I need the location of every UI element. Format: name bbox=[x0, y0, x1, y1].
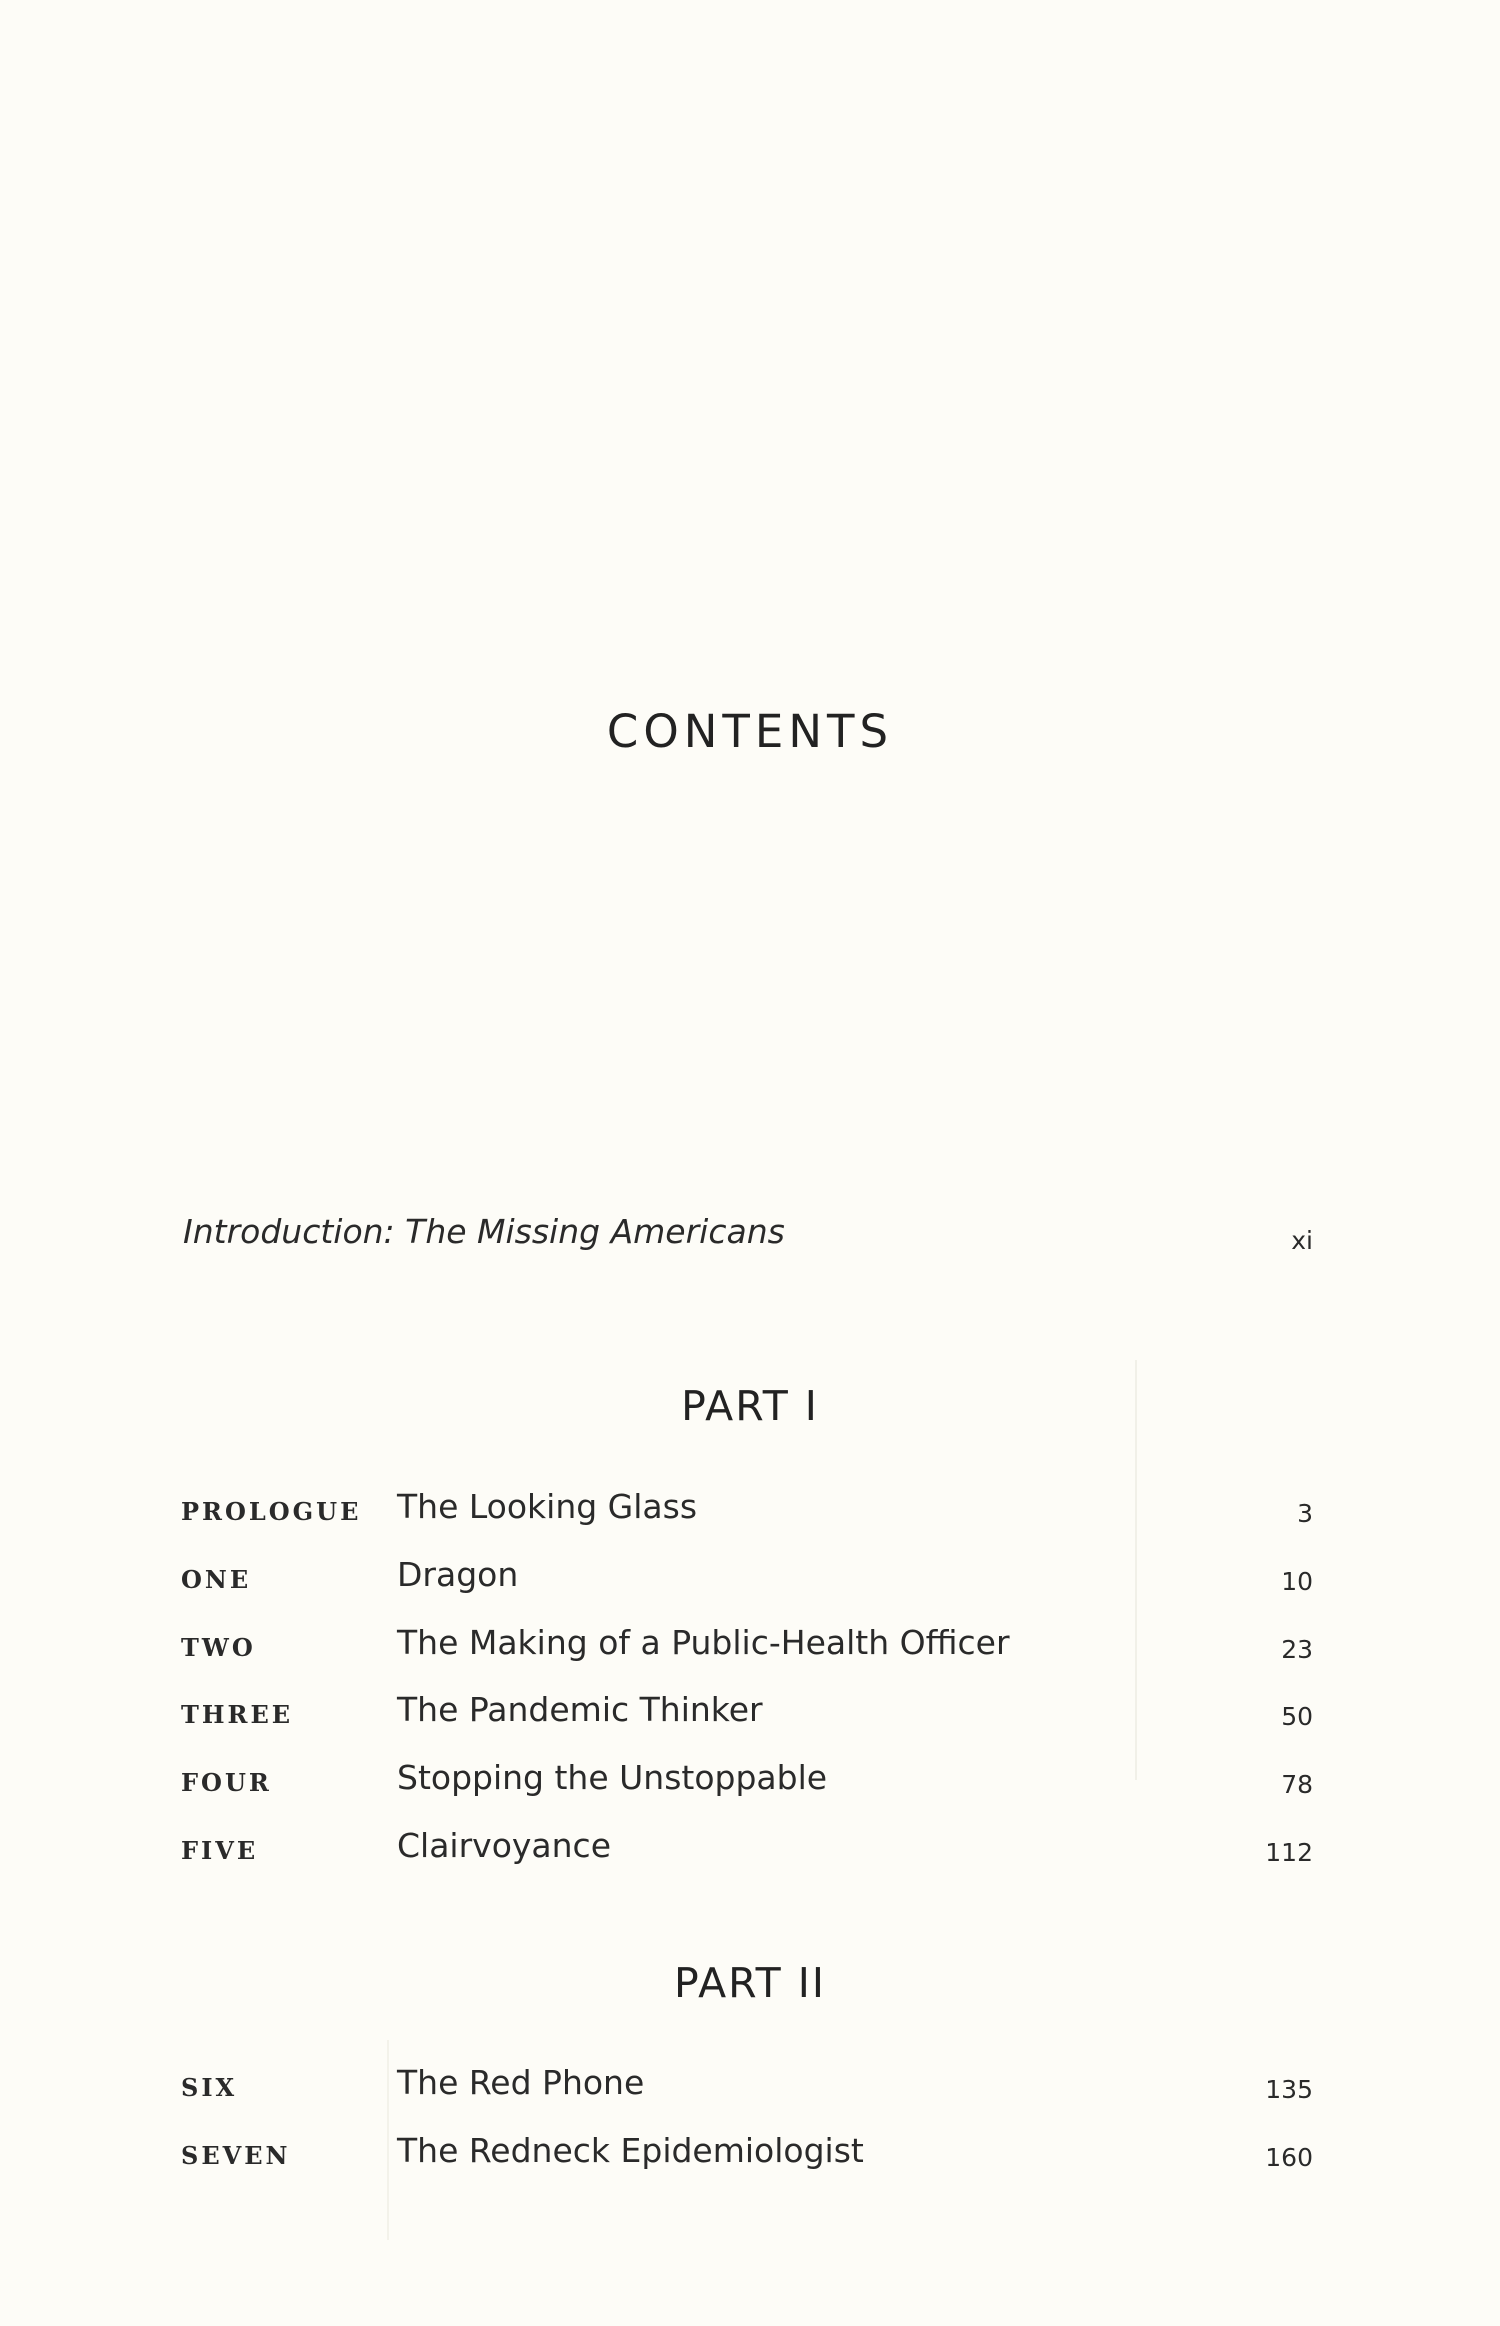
chapter-page-number: 78 bbox=[1281, 1770, 1313, 1800]
chapter-title: The Looking Glass bbox=[397, 1487, 698, 1526]
chapter-entry[interactable] bbox=[181, 1826, 1313, 1894]
chapter-entry[interactable] bbox=[181, 1555, 1313, 1623]
chapter-number: SEVEN bbox=[181, 2140, 291, 2170]
chapter-page-number: 160 bbox=[1265, 2142, 1313, 2172]
chapter-title: The Pandemic Thinker bbox=[397, 1690, 763, 1730]
chapter-page-number: 135 bbox=[1265, 2075, 1313, 2104]
part-heading: PART II bbox=[674, 1959, 826, 2007]
chapter-entry[interactable] bbox=[181, 1758, 1313, 1826]
introduction-title: Introduction: The Missing Americans bbox=[183, 1212, 785, 1251]
chapter-entry[interactable] bbox=[181, 1487, 1313, 1555]
chapter-page-number: 23 bbox=[1281, 1634, 1313, 1664]
chapter-title: The Redneck Epidemiologist bbox=[397, 2130, 864, 2170]
introduction-entry[interactable] bbox=[183, 1212, 1313, 1268]
chapter-number: SIX bbox=[181, 2073, 238, 2102]
chapter-title: Stopping the Unstoppable bbox=[397, 1758, 828, 1798]
chapter-title: The Making of a Public-Health Officer bbox=[397, 1622, 1010, 1662]
chapter-page-number: 50 bbox=[1281, 1702, 1313, 1732]
chapter-title: Clairvoyance bbox=[397, 1825, 612, 1865]
chapter-page-number: 10 bbox=[1281, 1566, 1313, 1596]
chapter-entry[interactable] bbox=[181, 2063, 1313, 2131]
chapter-number: THREE bbox=[181, 1700, 294, 1730]
chapter-page-number: 3 bbox=[1297, 1499, 1313, 1528]
chapter-entry[interactable] bbox=[181, 2131, 1313, 2199]
chapter-number: FIVE bbox=[181, 1835, 259, 1865]
chapter-page-number: 112 bbox=[1265, 1837, 1313, 1867]
chapter-list-part-1 bbox=[181, 1487, 1313, 1894]
page-title: CONTENTS bbox=[606, 705, 894, 758]
chapter-number: TWO bbox=[181, 1632, 256, 1662]
chapter-number: PROLOGUE bbox=[181, 1497, 362, 1526]
chapter-entry[interactable] bbox=[181, 1690, 1313, 1758]
chapter-title: The Red Phone bbox=[397, 2063, 645, 2102]
chapter-list-part-2 bbox=[181, 2063, 1313, 2199]
chapter-entry[interactable] bbox=[181, 1623, 1313, 1691]
part-heading: PART I bbox=[681, 1382, 819, 1430]
chapter-number: FOUR bbox=[181, 1768, 272, 1798]
introduction-page-number: xi bbox=[1291, 1226, 1313, 1255]
chapter-number: ONE bbox=[181, 1564, 252, 1594]
chapter-title: Dragon bbox=[397, 1554, 519, 1594]
